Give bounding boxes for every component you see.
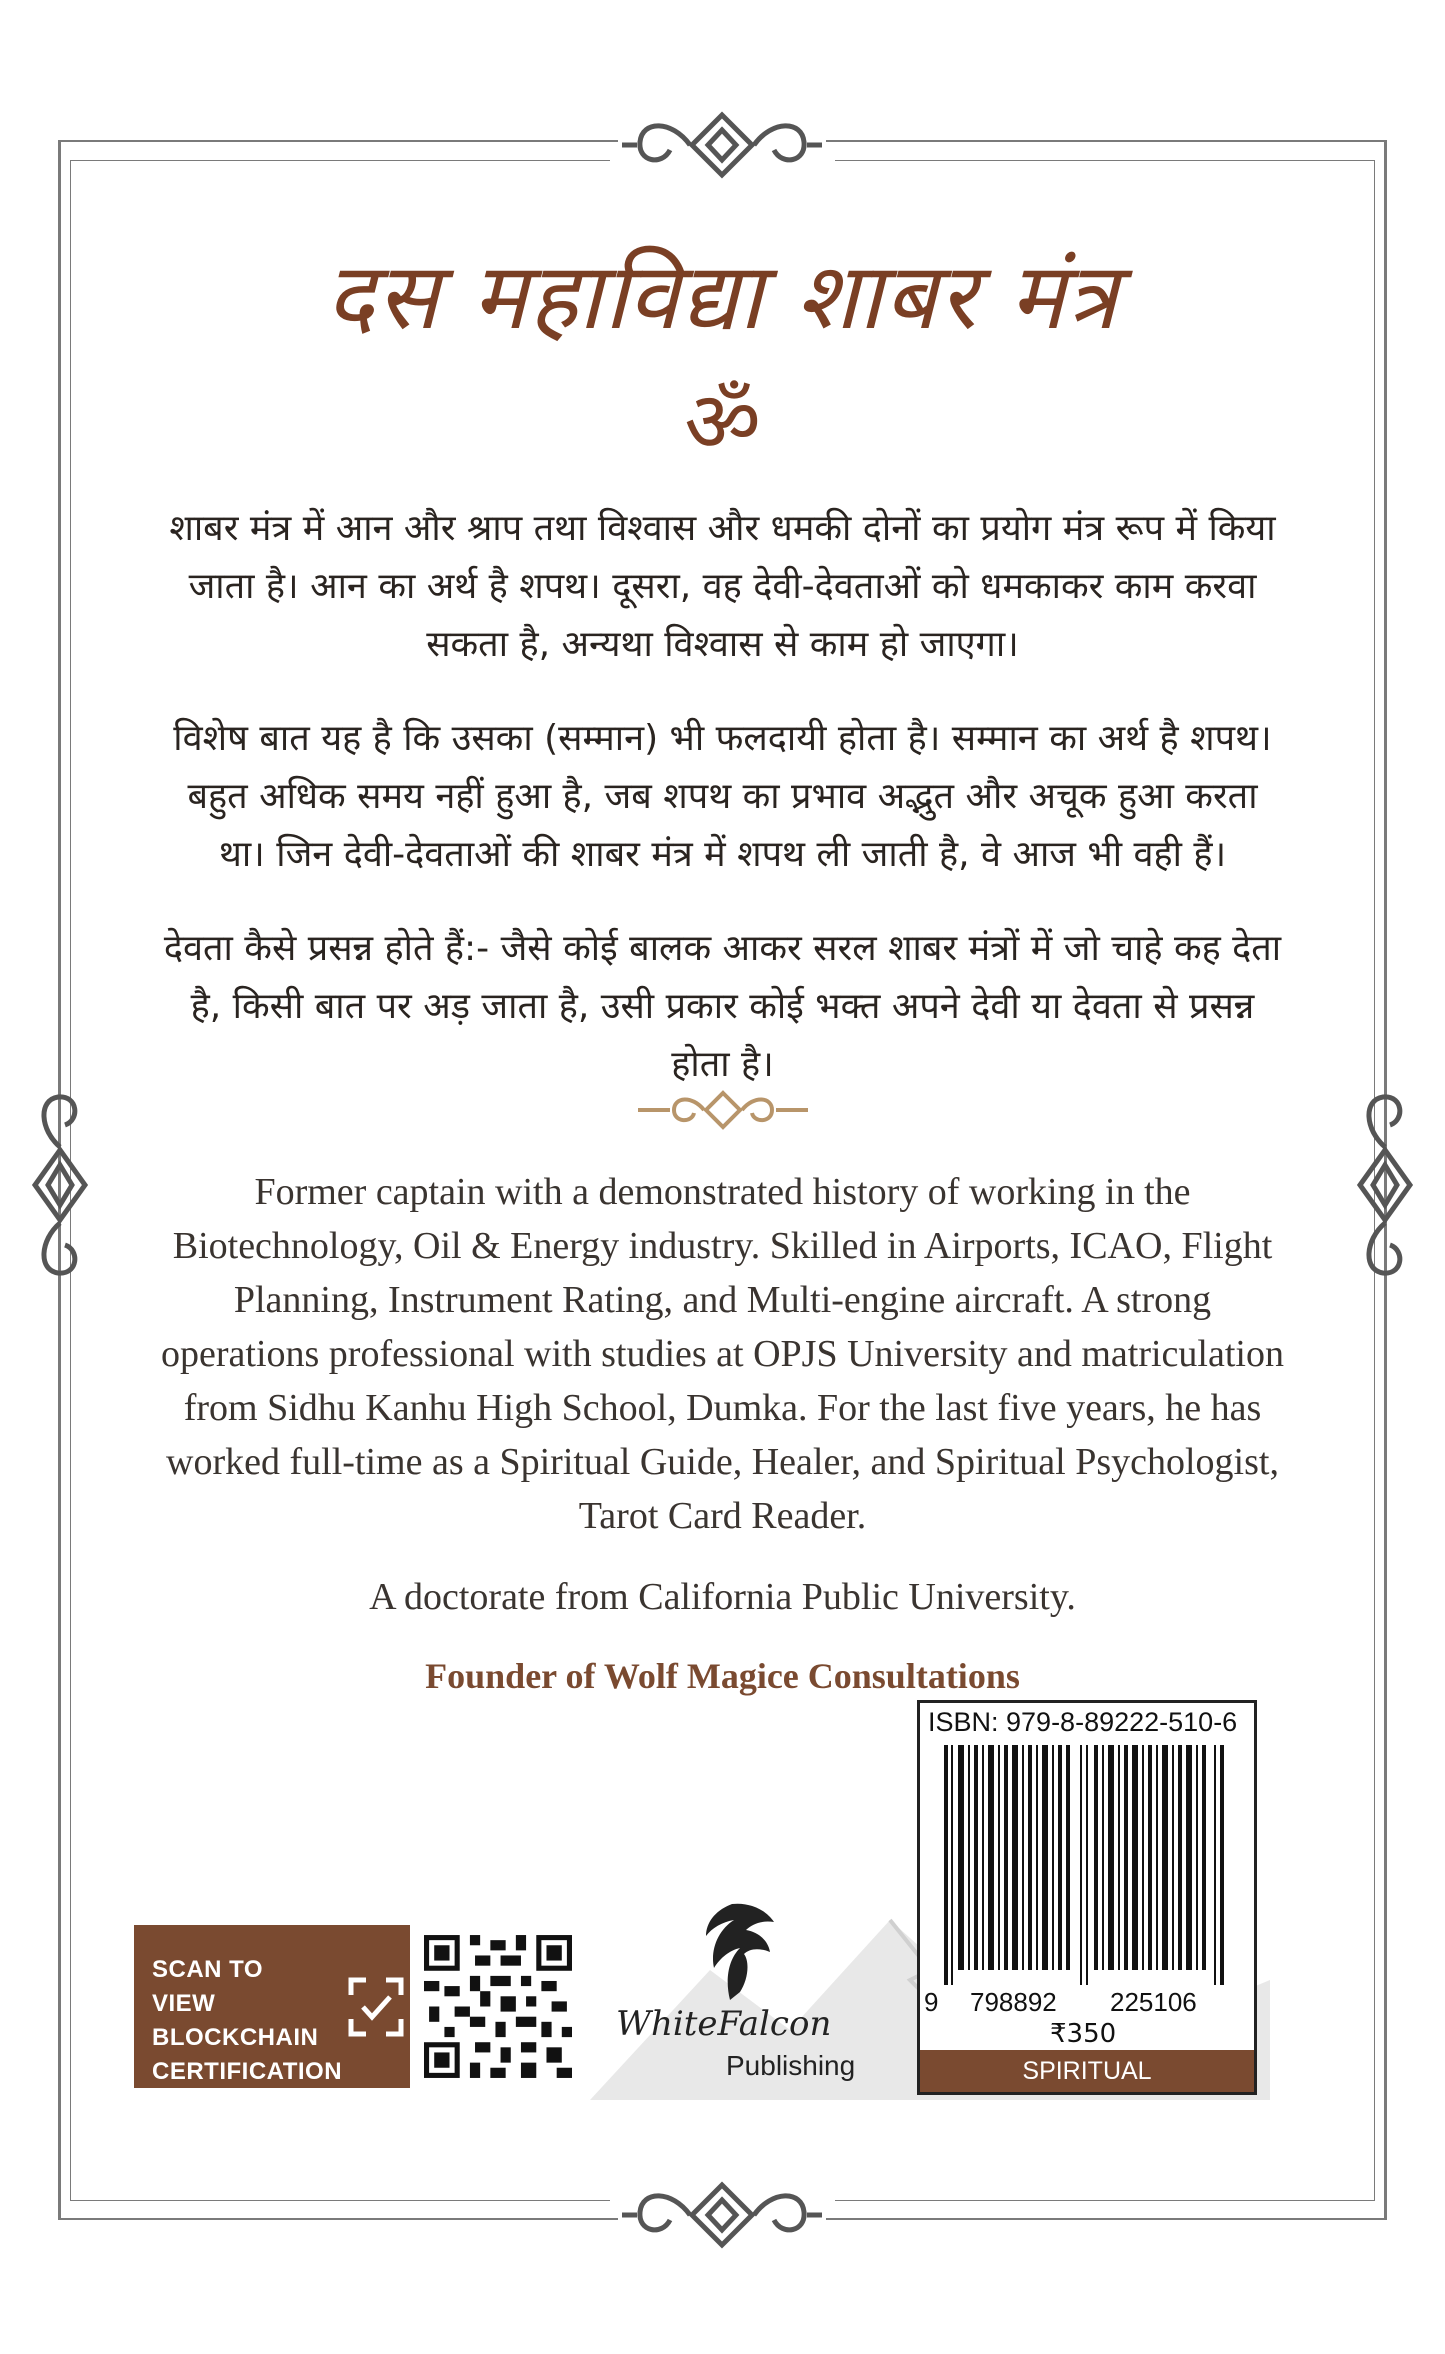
hindi-paragraph-1: शाबर मंत्र में आन और श्राप तथा विश्वास और धमकी दोनों का प्रयोग मंत्र रूप में किया जाता है। आन का अर्थ है शपथ। दूसरा, वह देवी-देवताओं को धमकाकर काम करवा सकता है, अन्यथा विश्वास से काम हो जाएगा। [169, 508, 1276, 665]
scan-line-3: CERTIFICATION [152, 2058, 343, 2085]
frame-bottom-line-right [826, 2218, 1387, 2220]
frame-top-line-left [58, 140, 618, 142]
barcode-digits-left: 798892 [970, 1987, 1057, 2017]
frame-bottom-inner-right [835, 2200, 1375, 2201]
divider-ornament-icon [630, 1085, 816, 1135]
hindi-paragraph-2: विशेष बात यह है कि उसका (सम्मान) भी फलदायी होता है। सम्मान का अर्थ है शपथ। बहुत अधिक समय नहीं हुआ है, जब शपथ का प्रभाव अद्भुत और अचूक हुआ करता था। जिन देवी-देवताओं की शाबर मंत्र में शपथ ली जाती है, वे आज भी वही हैं। [173, 718, 1272, 875]
scan-frame-icon [348, 1977, 404, 2037]
frame-top-inner-left [70, 160, 610, 161]
publisher-sub: Publishing [726, 2050, 856, 2081]
book-title: दस महाविद्या शाबर मंत्र [325, 243, 1120, 350]
price: ₹350 [1050, 2019, 1117, 2049]
genre-label: SPIRITUAL [920, 2050, 1254, 2092]
isbn-barcode-box [917, 1700, 1257, 2095]
barcode-digits-right: 225106 [1110, 1987, 1197, 2017]
right-side-ornament-icon [1345, 1065, 1425, 1305]
hindi-paragraph-3: देवता कैसे प्रसन्न होते हैं:- जैसे कोई बालक आकर सरल शाबर मंत्रों में जो चाहे कह देता है, किसी बात पर अड़ जाता है, उसी प्रकार कोई भक्त अपने देवी या देवता से प्रसन्न होता है। [163, 928, 1282, 1085]
publisher-name: WhiteFalcon [616, 2004, 832, 2044]
blockchain-scan-box[interactable] [134, 1925, 586, 2088]
author-doctorate: A doctorate from California Public University. [369, 1576, 1076, 1618]
om-symbol: ॐ [684, 373, 761, 471]
scan-line-1: SCAN TO VIEW [152, 1956, 264, 2017]
falcon-icon [670, 1900, 790, 2010]
frame-bottom-line-left [58, 2218, 618, 2220]
bottom-ornament-icon [612, 2170, 832, 2260]
top-ornament-icon [612, 100, 832, 190]
author-founder: Founder of Wolf Magice Consultations [425, 1656, 1020, 1696]
publisher-logo [600, 1900, 890, 2100]
frame-top-inner-right [835, 160, 1375, 161]
barcode-digit-first: 9 [924, 1987, 939, 2017]
qr-code-icon[interactable] [424, 1935, 572, 2078]
frame-bottom-inner-left [70, 2200, 610, 2201]
author-bio: Former captain with a demonstrated history of working in the Biotechnology, Oil & Energy industry. Skilled in Airports, ICAO, Flight Planning, Instrument Rating, and Multi-engine aircraft. A strong operations professional with studies at OPJS University and matriculation from Sidhu Kanhu High School, Dumka. For the last five years, he has worked full-time as a Spiritual Guide, Healer, and Spiritual Psychologist, Tarot Card Reader. [161, 1171, 1284, 1537]
left-side-ornament-icon [20, 1065, 100, 1305]
barcode-icon [938, 1745, 1238, 1985]
isbn-label: ISBN: 979-8-89222-510-6 [928, 1707, 1238, 1737]
scan-line-2: BLOCKCHAIN [152, 2024, 319, 2051]
frame-top-line-right [826, 140, 1387, 142]
